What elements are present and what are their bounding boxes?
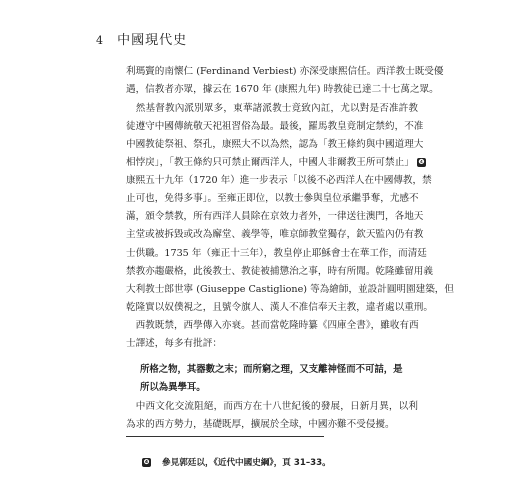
body-line: 西教既禁，西學傳入亦衰。甚而當乾隆時纂《四庫全書》，雖收有西 [126, 320, 419, 331]
body-line: 滿，頒令禁教，所有西洋人員除在京效力者外，一律送往澳門，各地天 [126, 211, 424, 222]
body-line: 徒遵守中國傳統敬天祀祖習俗為最。最後，羅馬教皇竟制定禁約，不准 [126, 121, 424, 132]
body-line: 大利教士郎世寧 (Giuseppe Castiglione) 等為繪師，並設計圓明園建築，但 [126, 284, 454, 295]
page-number: 4 [96, 34, 104, 47]
footnote [142, 456, 331, 468]
quote-line: 所格之物，其器數之末；而所窮之理，又支離神怪而不可詰，是 [140, 364, 403, 375]
book-title: 中國現代史 [117, 33, 188, 48]
closing-line: 為求的西方勢力，基礎既厚，擴展於全球，中國亦難不受侵擾。 [126, 419, 395, 430]
body-line: 遇，信教者亦眾，據云在 1670 年 (康熙九年) 時教徒已達二十七萬之眾。 [126, 84, 439, 95]
running-header [96, 29, 187, 48]
body-line: 止可也，免得多事」。至雍正即位，以教士參與皇位承繼爭奪，尤感不 [126, 193, 419, 204]
body-line [126, 157, 425, 168]
quote-line: 所以為異學耳。 [140, 382, 206, 393]
body-line-text: 相悖戾」，「教王條約只可禁止爾西洋人，中國人非爾教王所可禁止」 [126, 157, 414, 168]
body-line: 然基督教內派別眾多，東華諸派教士竟致內訌，尤以對是否准許教 [126, 103, 418, 114]
footnote-divider [126, 436, 324, 437]
body-line: 禁教亦趨嚴格，此後教士、教徒被捕懲治之事，時有所聞。乾隆雖留用義 [126, 266, 433, 277]
body-line: 士譯述，每多有批評： [126, 338, 222, 349]
body-line: 士供職。1735 年（雍正十三年），教皇停止耶穌會士在華工作，而清廷 [126, 248, 427, 259]
footnote-reference: ❹ [418, 158, 425, 166]
footnote-text: 參見郭廷以，《近代中國史綱》，頁 31–33。 [162, 458, 331, 468]
closing-line: 中西文化交流阻絕，而西方在十八世紀後的發展，日新月異，以利 [126, 401, 418, 412]
body-line: 中國教徒祭祖、祭孔，康熙大不以為然，認為「教王條約與中國道理大 [126, 139, 424, 150]
body-line: 乾隆實以奴僕視之，且號令旗人、漢人不准信奉天主教，違者處以重刑。 [126, 302, 433, 313]
body-line: 康熙五十九年（1720 年）進一步表示「以後不必西洋人在中國傳教，禁 [126, 175, 432, 186]
footnote-marker: ❹ [143, 458, 150, 466]
body-line: 主堂或被拆毀或改為廨堂、義學等，唯京師教堂獨存，欽天監內仍有教 [126, 229, 424, 240]
body-line: 利瑪竇的南懷仁 (Ferdinand Verbiest) 亦深受康熙信任。西洋教士既受優 [126, 66, 444, 77]
